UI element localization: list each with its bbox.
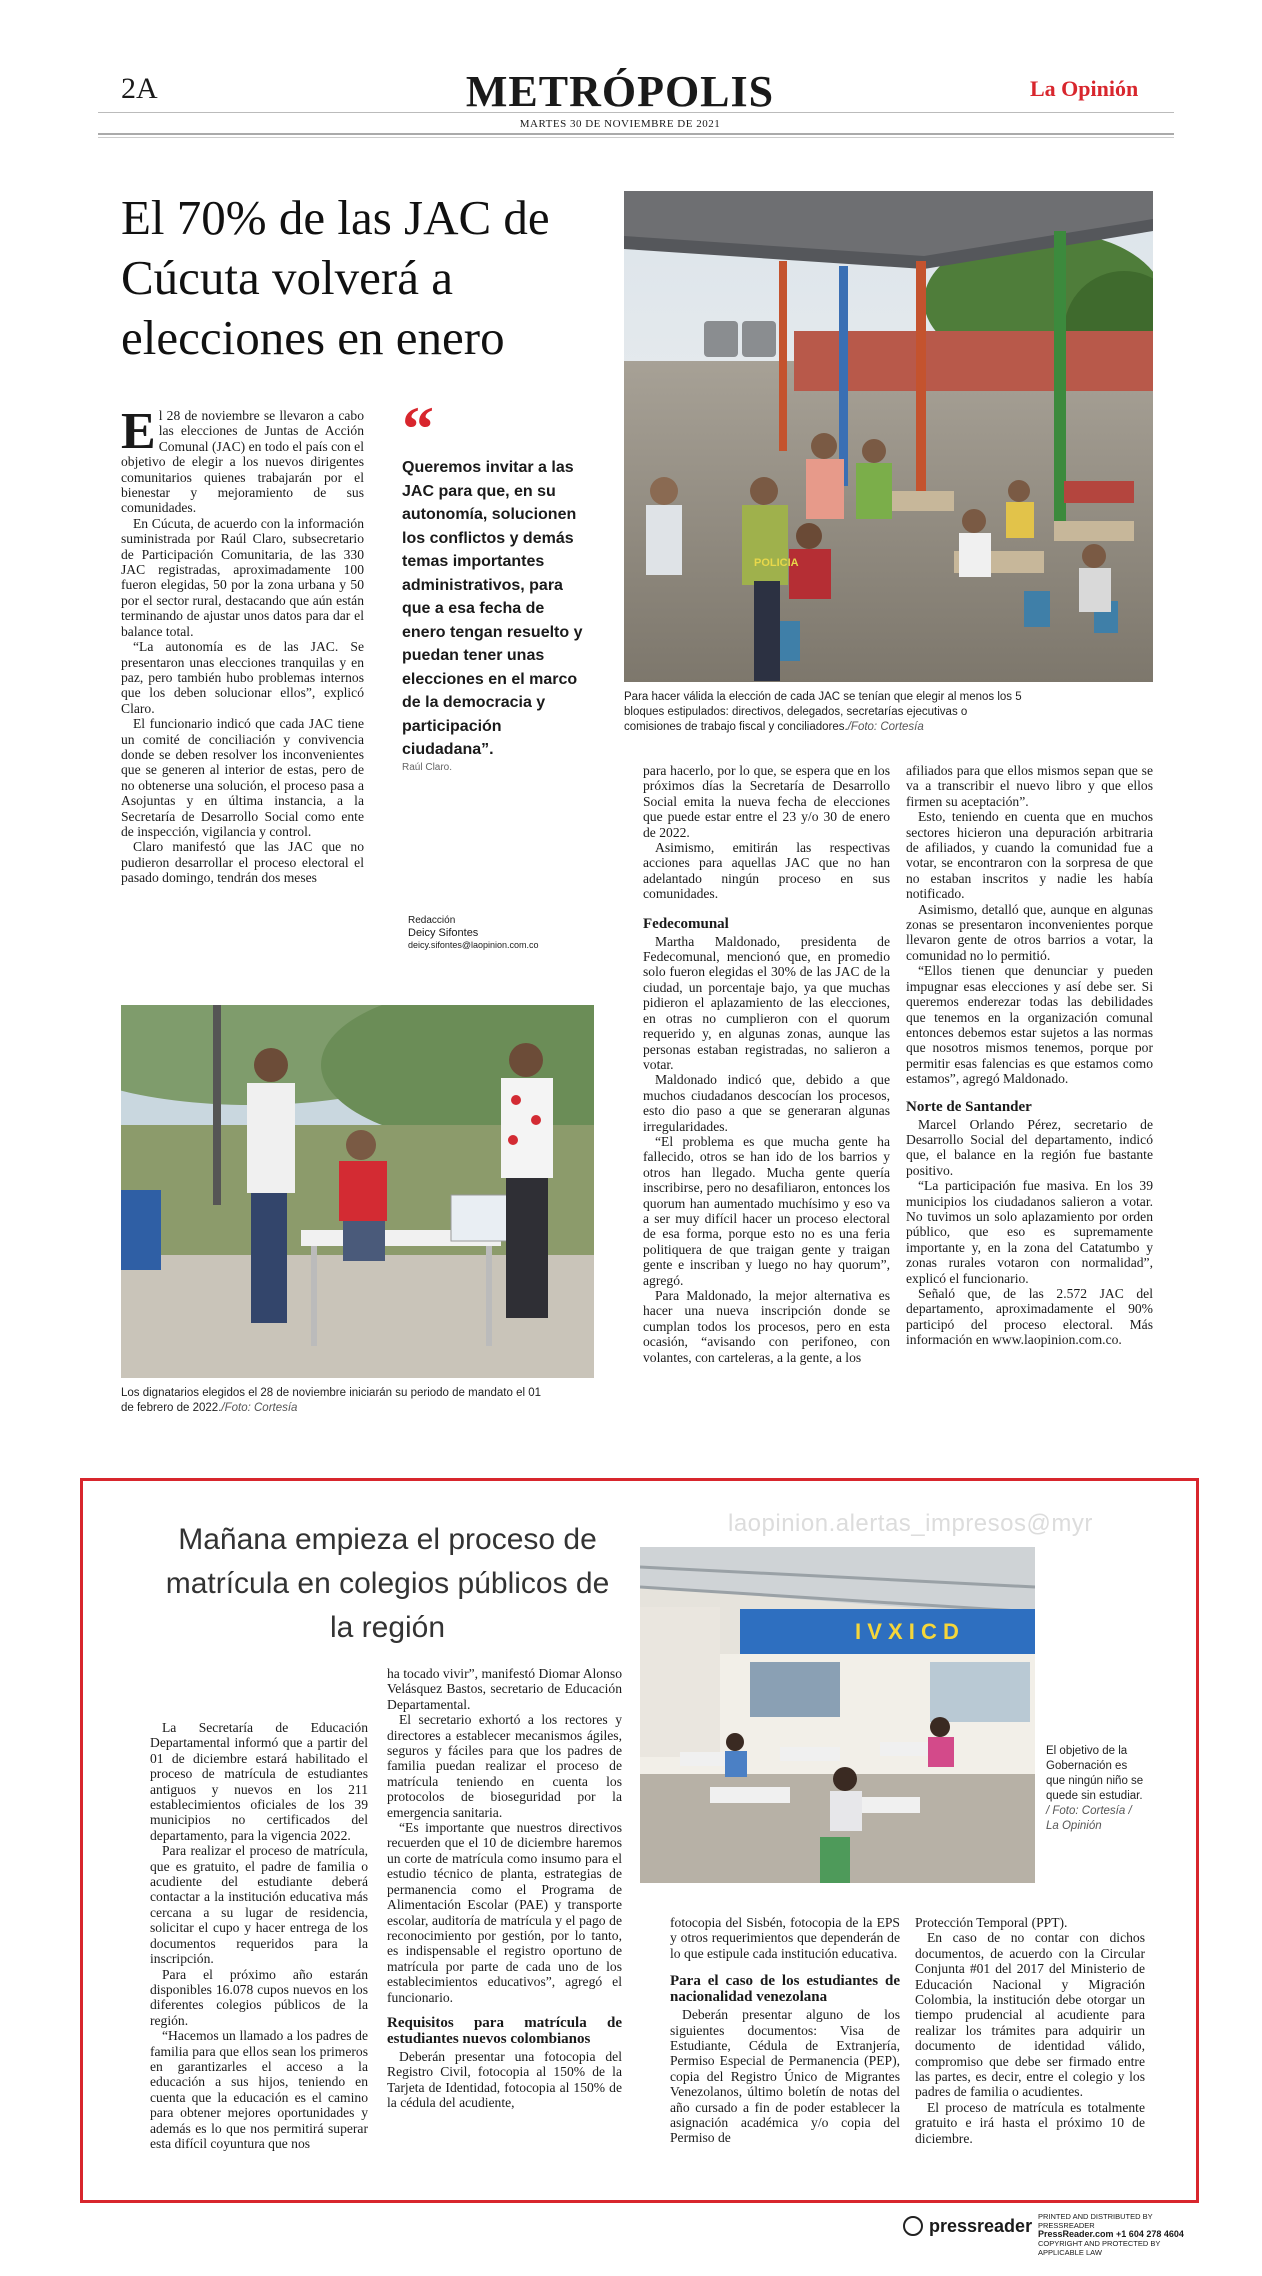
paragraph: ha tocado vivir”, manifestó Diomar Alonso Velásquez Bastos, secretario de Educación Departamental. <box>387 1666 622 1712</box>
byline <box>408 915 608 951</box>
header-rule <box>98 133 1174 135</box>
page-date: MARTES 30 DE NOVIEMBRE DE 2021 <box>519 118 721 130</box>
story1-column-1 <box>121 403 364 886</box>
story1-column-3 <box>643 763 890 1365</box>
paragraph: Maldonado indicó que, debido a que muchos ciudadanos descocían los procesos, esto dio paso a que se generaran algunas irregularidades. <box>643 1072 890 1134</box>
photo2-caption <box>121 1386 551 1416</box>
paragraph: Deberán presentar alguno de los siguientes documentos: Visa de Estudiante, Cédula de Extranjería, Permiso Especial de Permanencia (PEP), copia del Registro Único de Migrantes Venezolanos, último boletín de notas del año cursado a fin de poder establecer la asignación académica y/o copia del Permiso de <box>670 2007 900 2146</box>
paragraph: La Secretaría de Educación Departamental informó que a partir del 01 de diciembre estará habilitado el proceso de matrícula de estudiantes antiguos y nuevos en los 211 establecimientos oficiales de los 39 municipios no certificados del departamento, para la vigencia 2022. <box>150 1720 368 1843</box>
paragraph: Claro manifestó que las JAC que no pudieron desarrollar el proceso electoral el pasado domingo, tendrán dos meses <box>121 839 364 886</box>
brand-logo: La Opinión <box>1030 76 1139 101</box>
paragraph: “La participación fue masiva. En los 39 municipios los ciudadanos salieron a votar. No tuvimos un solo aplazamiento por orden público, que eso es supremamente importante y, en la zona del Catatumbo y zonas rurales votaron con normalidad”, explicó el funcionario. <box>906 1178 1153 1286</box>
pressreader-icon <box>903 2216 923 2236</box>
paragraph: El proceso de matrícula es totalmente gratuito e irá hasta el próximo 10 de diciembre. <box>915 2099 1145 2146</box>
paragraph: afiliados para que ellos mismos sepan que se va a transcribir el nuevo libro y que ellos firmen su aceptación”. <box>906 763 1153 809</box>
photo-classroom <box>640 1547 1035 1883</box>
paragraph: “El problema es que mucha gente ha fallecido, otros se han ido de los barrios y otros han llegado. Mucha gente quería inscribirse, pero no desafiliaron, entonces los quorum han aumentado muchísimo y eso va a ser muy difícil hacer un proceso electoral de esa forma, porque esto no es una feria politiquera de que traigan gente y traigan gente e inscriban y luego no hay quorum”, agregó. <box>643 1133 890 1288</box>
paragraph: Protección Temporal (PPT). <box>915 1915 1068 1930</box>
paragraph: fotocopia del Sisbén, fotocopia de la EPS y otros requerimientos que dependerán de lo que estipule cada institución educativa. <box>670 1915 900 1961</box>
paragraph: “Es importante que nuestros directivos recuerden que el 10 de diciembre haremos un corte de matrícula como insumo para el estudio técnico de planta, estrategias de permanencia como el Programa de Alimentación Escolar (PAE) y transporte escolar, auditoría de matrícula y el pago de reconocimiento por gestión, por lo tanto, es indispensable el registro oportuno de matrícula por parte de cada uno de los establecimientos educativos”, agregó el funcionario. <box>387 1820 622 2005</box>
paragraph: Para realizar el proceso de matrícula, que es gratuito, el padre de familia o acudiente del estudiante deberá contactar a la institución educativa más cercana a su lugar de residencia, solicitar el cupo y hacer entrega de los documentos requeridos para la inscripción. <box>150 1843 368 1967</box>
legal-line-2: PressReader.com +1 604 278 4604 <box>1038 2229 1184 2239</box>
classroom-caption-text: El objetivo de la Gobernación es que ningún niño se quede sin estudiar. <box>1046 1745 1144 1802</box>
pull-quote-mark: “ <box>402 393 434 464</box>
paragraph: Deberán presentar una fotocopia del Registro Civil, fotocopia al 150% de la Tarjeta de Identidad, fotocopia al 150% de la cédula del acudiente, <box>387 2048 622 2111</box>
paragraph: Martha Maldonado, presidenta de Fedecomunal, mencionó que, en promedio solo fueron elegidas el 30% de las JAC de la ciudad, un porcentaje bajo, ya que muchas pidieron el aplazamiento de las elecciones, en otras no cumplieron con el quorum requerido y, en algunas zonas, aunque las personas estaban registradas, no salieron a votar. <box>643 933 890 1072</box>
photo-jac-voting <box>624 191 1153 682</box>
svg-text:POLICIA: POLICIA <box>754 557 799 569</box>
paragraph: Marcel Orlando Pérez, secretario de Desarrollo Social del departamento, indicó que, el balance en la región fue bastante positivo. <box>906 1116 1153 1178</box>
pressreader-logo <box>903 2212 1032 2240</box>
subhead-norte-de-santander: Norte de Santander <box>906 1098 1032 1115</box>
classroom-scene-illustration <box>640 1547 1035 1883</box>
story1-headline: El 70% de las JAC de Cúcuta volverá a elecciones en enero <box>121 190 550 365</box>
paragraph: “La autonomía es de las JAC. Se presentaron unas elecciones tranquilas y en paz, pero también hubo problemas internos que los deben solucionar ellos”, explicó Claro. <box>121 639 364 716</box>
photo1-caption-text: Para hacer válida la elección de cada JAC se tenían que elegir al menos los 5 bloques estipulados: directivos, delegados, secretarías ejecutivas o comisiones de trabajo fiscal y conciliadores. <box>624 691 1022 733</box>
paragraph: Esto, teniendo en cuenta que en muchos sectores hicieron una depuración arbitraria de afiliados, y cuando la comunidad fue a votar, se encontraron con la sorpresa de que no estaban inscritos y nadie les había notificado. <box>906 809 1153 902</box>
subhead-fedecomunal: Fedecomunal <box>643 915 729 932</box>
story2-column-1 <box>150 1720 368 2151</box>
legal-line-3: COPYRIGHT AND PROTECTED BY APPLICABLE LAW <box>1038 2239 1161 2257</box>
paragraph: l 28 de noviembre se llevaron a cabo las elecciones de Juntas de Acción Comunal (JAC) en todo el país con el objetivo de elegir a los nuevos dirigentes comunitarios quienes trabajarán por el bienestar y mejoramiento de sus comunidades. <box>121 408 364 516</box>
voting-scene-illustration <box>624 191 1153 682</box>
paragraph: El secretario exhortó a los rectores y directores a establecer mecanismos ágiles, seguros y fáciles para que los padres de familia puedan realizar el proceso de matrícula teniendo en cuenta los protocolos de bioseguridad por la emergencia sanitaria. <box>387 1712 622 1820</box>
photo-dignitaries <box>121 1005 594 1378</box>
pressreader-wordmark: pressreader <box>929 2215 1033 2236</box>
header-rule-bottom <box>98 137 1174 138</box>
byline-label: Redacción <box>408 915 456 926</box>
paragraph: El funcionario indicó que cada JAC tiene un comité de conciliación y convivencia donde se deben resolver los inconvenientes que se generen al interior de estas, pero de no obtenerse una solución, el proceso pasa a Asojuntas y en última instancia, a la Secretaría de Desarrollo Social como ente de inspección, vigilancia y control. <box>121 716 364 839</box>
pull-quote: Queremos invitar a las JAC para que, en su autonomía, solucionen los conflictos y demás temas importantes administrativos, para que a esa fecha de enero tengan resuelto y puedan tener unas elecciones en el marco de la democracia y participación ciudadana”. <box>402 459 583 758</box>
svg-text:I V X I C D: I V X I C D <box>855 1619 959 1644</box>
subhead-venezolanos: Para el caso de los estudiantes de nacionalidad venezolana <box>670 1973 900 2006</box>
photo1-caption <box>624 690 1024 735</box>
photo2-credit: /Foto: Cortesía <box>221 1402 298 1414</box>
pressreader-legal <box>1038 2212 1196 2257</box>
byline-email: deicy.sifontes@laopinion.com.co <box>408 940 539 950</box>
photo1-credit: /Foto: Cortesía <box>847 721 924 733</box>
classroom-photo-caption <box>1046 1744 1146 1834</box>
page-number: 2A <box>121 72 158 105</box>
paragraph: “Ellos tienen que denunciar y pueden impugnar esas elecciones y así debe ser. Si queremos enderezar todas las debilidades que tenemos en la organización comunal entonces debemos estar sujetos a las normas que nosotros mismos tenemos, porque por permitir esas falencias es que estamos como estamos”, agregó Maldonado. <box>906 963 1153 1087</box>
story1-column-4 <box>906 763 1153 1348</box>
paragraph: En Cúcuta, de acuerdo con la información suministrada por Raúl Claro, subsecretario de Participación Comunitaria, de las 330 JAC registradas, aproximadamente 100 fueron elegidas, 50 por la zona urbana y 50 por el sector rural, destacando que aún están terminando de ajustar unos datos para dar el balance total. <box>121 515 364 639</box>
paragraph: Asimismo, emitirán las respectivas acciones para aquellas JAC que no han adelantado ningún proceso en sus comunidades. <box>643 840 890 902</box>
section-title: METRÓPOLIS <box>465 67 775 116</box>
story2-column-3 <box>670 1915 900 2146</box>
watermark: laopinion.alertas_impresos@myr <box>728 1510 1093 1537</box>
story2-headline: Mañana empieza el proceso de matrícula en colegios públicos de la región <box>165 1523 610 1644</box>
dropcap: E <box>121 403 156 460</box>
header-rule-top <box>98 112 1174 113</box>
photo2-caption-text: Los dignatarios elegidos el 28 de noviembre iniciarán su periodo de mandato el 01 de febrero de 2022. <box>121 1387 542 1414</box>
paragraph: “Hacemos un llamado a los padres de familia para que ellos sean los primeros en garantizarles el acceso a la educación a sus hijos, teniendo en cuenta que la educación es el camino para obtener mejores oportunidades y además es lo que nos permitirá superar esta difícil coyuntura que nos <box>150 2028 368 2151</box>
classroom-photo-credit: / Foto: Cortesía / La Opinión <box>1046 1805 1132 1832</box>
paragraph: Señaló que, de las 2.572 JAC del departamento, aproximadamente el 90% participó del proceso electoral. Más información en www.laopinion.com.co. <box>906 1286 1153 1348</box>
paragraph: Asimismo, detalló que, aunque en algunas zonas se presentaron inconvenientes porque llevaron gente de otros barrios a votar, la comunidad no lo permitió. <box>906 901 1153 963</box>
story2-column-4 <box>915 1915 1145 2146</box>
pull-quote-author: Raúl Claro. <box>402 762 453 773</box>
subhead-requisitos: Requisitos para matrícula de estudiantes nuevos colombianos <box>387 2014 622 2047</box>
byline-name: Deicy Sifontes <box>408 927 479 939</box>
legal-line-1: PRINTED AND DISTRIBUTED BY PRESSREADER <box>1038 2212 1153 2230</box>
story2-column-2 <box>387 1666 622 2111</box>
dignitaries-scene-illustration <box>121 1005 594 1378</box>
paragraph: Para el próximo año estarán disponibles 16.078 cupos nuevos en los diferentes colegios públicos de la región. <box>150 1966 368 2028</box>
paragraph: para hacerlo, por lo que, se espera que en los próximos días la Secretaría de Desarrollo Social emita la nueva fecha de elecciones que puede estar entre el 23 y/o 30 de enero de 2022. <box>643 763 890 840</box>
paragraph: Para Maldonado, la mejor alternativa es hacer una nueva inscripción donde se cumplan todos los procesos, pero en esta ocasión, “avisando con perifoneo, con volantes, con carteleras, a la gente, a los <box>643 1288 890 1365</box>
paragraph: En caso de no contar con dichos documentos, de acuerdo con la Circular Conjunta #01 del 2017 del Ministerio de Educación Nacional y Migración Colombia, la institución debe otorgar un tiempo prudencial al acudiente para realizar los trámites para adquirir un documento de identidad válido, compromiso que debe ser firmado entre las partes, es decir, entre el colegio y los padres de familia o acudientes. <box>915 1930 1145 2100</box>
